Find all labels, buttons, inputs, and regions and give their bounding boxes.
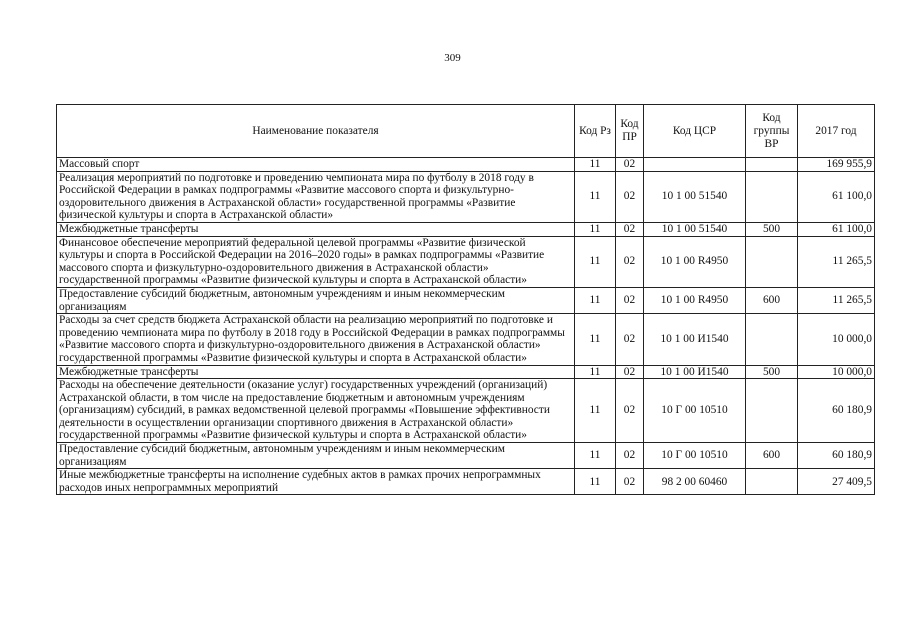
- row-vr: 500: [746, 222, 798, 236]
- row-rz: 11: [575, 158, 616, 172]
- row-pr: 02: [616, 158, 644, 172]
- row-name: Расходы на обеспечение деятельности (оказание услуг) государственных учреждений (организаций) Астраханской области, в том числе на предоставление бюджетным и автономным учреждениям (организациям) субсидий, в рамках ведомственной целевой программы «Повышение эффективности деятельности в осуществлении организации спортивного движения в Астраханской области» государственной программы «Развитие физической культуры и спорта в Астраханской области»: [57, 379, 575, 443]
- row-vr: [746, 158, 798, 172]
- table-header-row: [57, 105, 875, 158]
- table-row: [57, 287, 875, 313]
- row-name: Межбюджетные трансферты: [57, 365, 575, 379]
- table-row: [57, 158, 875, 172]
- row-rz: 11: [575, 365, 616, 379]
- header-name: Наименование показателя: [57, 105, 575, 158]
- row-vr: [746, 236, 798, 287]
- row-name: Предоставление субсидий бюджетным, автономным учреждениям и иным некоммерческим организациям: [57, 443, 575, 469]
- row-vr: 600: [746, 443, 798, 469]
- header-csr: Код ЦСР: [644, 105, 746, 158]
- row-amount: 27 409,5: [798, 469, 875, 495]
- row-name: Иные межбюджетные трансферты на исполнение судебных актов в рамках прочих непрограммных расходов иных непрограммных мероприятий: [57, 469, 575, 495]
- row-csr: [644, 158, 746, 172]
- row-amount: 60 180,9: [798, 443, 875, 469]
- row-csr: 10 Г 00 10510: [644, 379, 746, 443]
- header-pr: Код ПР: [616, 105, 644, 158]
- row-amount: 11 265,5: [798, 287, 875, 313]
- row-rz: 11: [575, 469, 616, 495]
- row-vr: 500: [746, 365, 798, 379]
- row-csr: 10 1 00 R4950: [644, 236, 746, 287]
- row-pr: 02: [616, 443, 644, 469]
- row-pr: 02: [616, 222, 644, 236]
- row-csr: 10 Г 00 10510: [644, 443, 746, 469]
- row-csr: 10 1 00 51540: [644, 171, 746, 222]
- row-amount: 11 265,5: [798, 236, 875, 287]
- table-row: [57, 469, 875, 495]
- row-name: Реализация мероприятий по подготовке и проведению чемпионата мира по футболу в 2018 году в Российской Федерации в рамках подпрограммы «Развитие массового спорта и физкультурно-оздоровительного движения в Астраханской области» государственной программы «Развитие физической культуры и спорта в Астраханской области»: [57, 171, 575, 222]
- row-vr: [746, 469, 798, 495]
- row-name: Массовый спорт: [57, 158, 575, 172]
- row-rz: 11: [575, 314, 616, 365]
- row-rz: 11: [575, 443, 616, 469]
- row-pr: 02: [616, 236, 644, 287]
- row-csr: 98 2 00 60460: [644, 469, 746, 495]
- row-name: Финансовое обеспечение мероприятий федеральной целевой программы «Развитие физической культуры и спорта в Российской Федерации на 2016–2020 годы» в рамках подпрограммы «Развитие массового спорта и физкультурно-оздоровительного движения в Астраханской области» государственной программы «Развитие физической культуры и спорта в Астраханской области»: [57, 236, 575, 287]
- row-pr: 02: [616, 469, 644, 495]
- row-vr: [746, 171, 798, 222]
- row-csr: 10 1 00 И1540: [644, 365, 746, 379]
- row-csr: 10 1 00 И1540: [644, 314, 746, 365]
- row-amount: 169 955,9: [798, 158, 875, 172]
- table-row: [57, 222, 875, 236]
- row-pr: 02: [616, 171, 644, 222]
- table-row: [57, 236, 875, 287]
- row-pr: 02: [616, 287, 644, 313]
- table-row: [57, 443, 875, 469]
- row-amount: 61 100,0: [798, 222, 875, 236]
- row-csr: 10 1 00 51540: [644, 222, 746, 236]
- table-row: [57, 379, 875, 443]
- row-pr: 02: [616, 365, 644, 379]
- row-vr: [746, 379, 798, 443]
- row-rz: 11: [575, 171, 616, 222]
- table-row: [57, 171, 875, 222]
- row-amount: 10 000,0: [798, 314, 875, 365]
- row-rz: 11: [575, 379, 616, 443]
- row-amount: 10 000,0: [798, 365, 875, 379]
- row-csr: 10 1 00 R4950: [644, 287, 746, 313]
- header-vr: Код группы ВР: [746, 105, 798, 158]
- row-rz: 11: [575, 287, 616, 313]
- row-amount: 60 180,9: [798, 379, 875, 443]
- row-amount: 61 100,0: [798, 171, 875, 222]
- table-row: [57, 314, 875, 365]
- row-vr: 600: [746, 287, 798, 313]
- table-row: [57, 365, 875, 379]
- row-vr: [746, 314, 798, 365]
- row-rz: 11: [575, 236, 616, 287]
- row-name: Расходы за счет средств бюджета Астраханской области на реализацию мероприятий по подготовке и проведению чемпионата мира по футболу в 2018 году в Российской Федерации в рамках подпрограммы «Развитие массового спорта и физкультурно-оздоровительного движения в Астраханской области» государственной программы «Развитие физической культуры и спорта в Астраханской области»: [57, 314, 575, 365]
- row-rz: 11: [575, 222, 616, 236]
- budget-table: [56, 104, 875, 495]
- header-rz: Код Рз: [575, 105, 616, 158]
- page-number: 309: [444, 52, 461, 64]
- row-name: Межбюджетные трансферты: [57, 222, 575, 236]
- row-name: Предоставление субсидий бюджетным, автономным учреждениям и иным некоммерческим организациям: [57, 287, 575, 313]
- header-year: 2017 год: [798, 105, 875, 158]
- row-pr: 02: [616, 379, 644, 443]
- row-pr: 02: [616, 314, 644, 365]
